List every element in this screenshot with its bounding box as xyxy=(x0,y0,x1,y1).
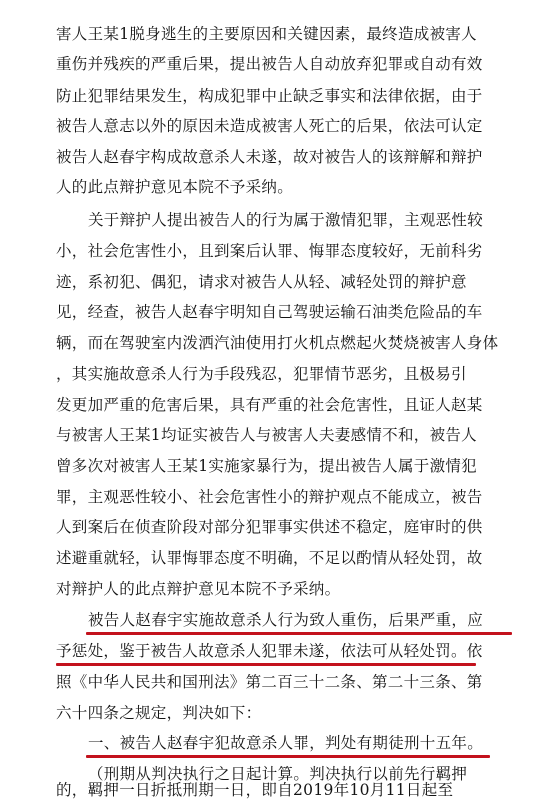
text-line-23: 六十四条之规定，判决如下： xyxy=(56,704,262,722)
text-line-22: 照《中华人民共和国刑法》第二百三十二条、第二十三条、第 xyxy=(56,673,483,691)
text-line-15: 曾多次对被害人王某1实施家暴行为，提出被告人属于激情犯 xyxy=(56,457,477,475)
text-line-11: 辆，而在驾驶室内泼洒汽油使用打火机点燃起火焚烧被害人身体 xyxy=(56,334,499,352)
text-line-16: 罪，主观恶性较小、社会危害性小的辩护观点不能成立，被告 xyxy=(56,488,483,506)
verdict-line: 一、被告人赵春宇犯故意杀人罪，判处有期徒刑十五年。 xyxy=(88,734,484,752)
text-line-25: （刑期从判决执行之日起计算。判决执行以前先行羁押 xyxy=(88,765,468,783)
text-line-4: 被告人意志以外的原因未造成被害人死亡的后果，依法可认定 xyxy=(56,117,483,135)
text-line-20-underlined: 被告人赵春宇实施故意杀人行为致人重伤，后果严重，应 xyxy=(88,611,484,629)
text-line-1: 害人王某1脱身逃生的主要原因和关键因素，最终造成被害人 xyxy=(56,25,477,43)
text-line-3: 防止犯罪结果发生，构成犯罪中止缺乏事实和法律依据，由于 xyxy=(56,87,483,105)
text-line-10: 见，经查，被告人赵春宇明知自己驾驶运输石油类危险品的车 xyxy=(56,303,483,321)
text-line-18: 述避重就轻，认罪悔罪态度不明确，不足以酌情从轻处罚，故 xyxy=(56,549,483,567)
text-line-12: ，其实施故意杀人行为手段残忍，犯罪情节恶劣，且极易引 xyxy=(56,365,467,383)
red-underline-2 xyxy=(56,663,476,666)
text-line-2: 重伤并残疾的严重后果，提出被告人自动放弃犯罪或自动有效 xyxy=(56,55,483,73)
red-underline-1 xyxy=(86,632,512,635)
red-underline-3 xyxy=(86,755,490,758)
text-line-6: 人的此点辩护意见本院不予采纳。 xyxy=(56,178,294,196)
text-line-9: 迹，系初犯、偶犯，请求对被告人从轻、减轻处罚的辩护意 xyxy=(56,273,467,291)
text-line-14: 与被害人王某1均证实被告人与被害人夫妻感情不和，被告人 xyxy=(56,426,477,444)
text-line-17: 人到案后在侦查阶段对部分犯罪事实供述不稳定，庭审时的供 xyxy=(56,518,483,536)
text-line-8: 小，社会危害性小，且到案后认罪、悔罪态度较好，无前科劣 xyxy=(56,242,483,260)
text-line-26: 的，羁押一日折抵刑期一日，即自2019年10月11日起至 xyxy=(56,781,454,799)
text-line-7: 关于辩护人提出被告人的行为属于激情犯罪，主观恶性较 xyxy=(88,211,484,229)
text-line-5: 被告人赵春宇构成故意杀人未遂，故对被告人的该辩解和辩护 xyxy=(56,148,483,166)
text-line-13: 发更加严重的危害后果，具有严重的社会危害性，且证人赵某 xyxy=(56,396,483,414)
text-line-21-underlined: 予惩处，鉴于被告人故意杀人犯罪未遂，依法可从轻处罚。依 xyxy=(56,642,483,660)
text-line-19: 对辩护人的此点辩护意见本院不予采纳。 xyxy=(56,580,341,598)
